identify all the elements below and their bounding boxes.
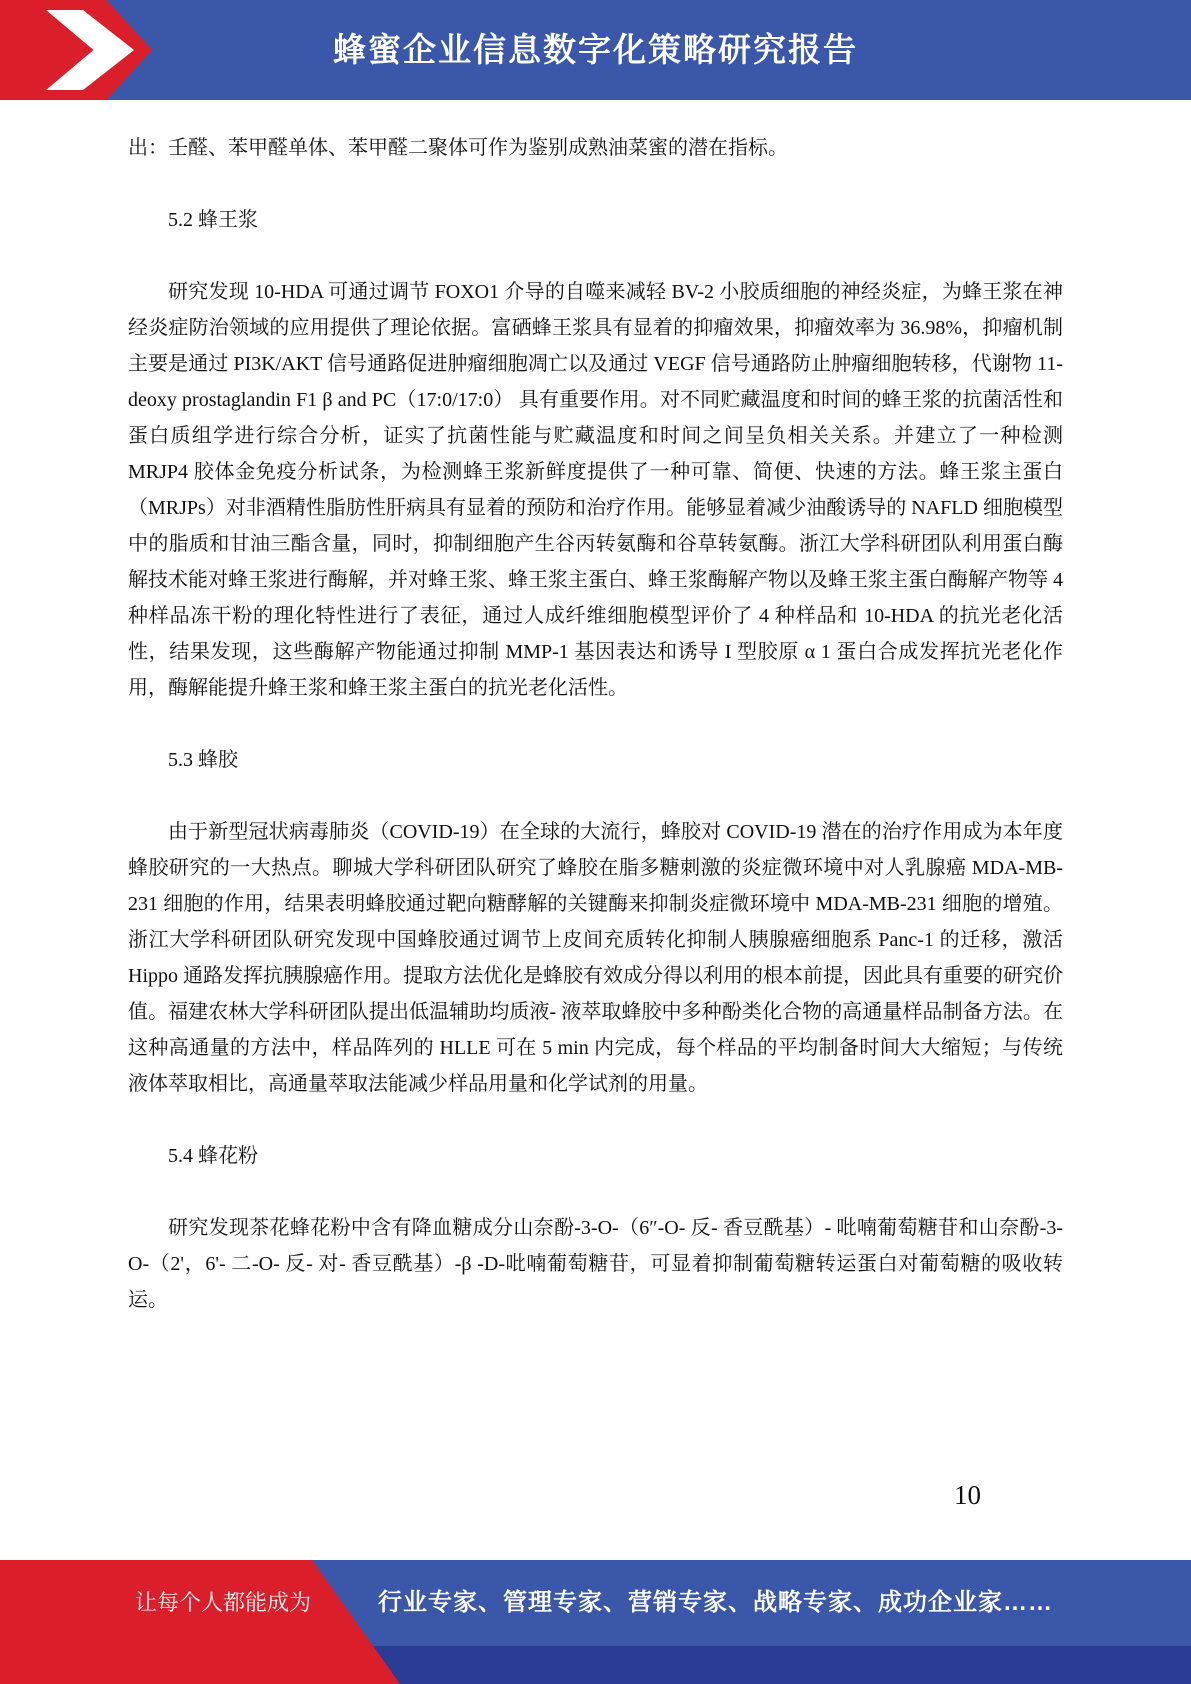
paragraph: 出：壬醛、苯甲醛单体、苯甲醛二聚体可作为鉴别成熟油菜蜜的潜在指标。 <box>128 137 788 159</box>
section-heading-bee-pollen: 5.4 蜂花粉 <box>168 1145 258 1167</box>
header-banner <box>0 0 1191 100</box>
paragraph: 由于新型冠状病毒肺炎（COVID-19）在全球的大流行，蜂胶对 COVID-19 潜在的治疗作用成为本年度蜂胶研究的一大热点。聊城大学科研团队研究了蜂胶在脂多糖刺激的炎症微环境中对人乳腺癌 MDA-MB-231 细胞的作用，结果表明蜂胶通过靶向糖酵解的关键酶来抑制炎症微环境中 MDA-MB-231 细胞的增殖。浙江大学科研团队研究发现中国蜂胶通过调节上皮间充质转化抑制人胰腺癌细胞系 Panc-1 的迁移，激活 Hippo 通路发挥抗胰腺癌作用。提取方法优化是蜂胶有效成分得以利用的根本前提，因此具有重要的研究价值。福建农林大学科研团队提出低温辅助均质液- 液萃取蜂胶中多种酚类化合物的高通量样品制备方法。在这种高通量的方法中，样品阵列的 HLLE 可在 5 min 内完成，每个样品的平均制备时间大大缩短；与传统液体萃取相比，高通量萃取法能减少样品用量和化学试剂的用量。 <box>128 821 1063 1095</box>
paragraph: 研究发现茶花蜂花粉中含有降血糖成分山奈酚-3-O-（6″-O- 反- 香豆酰基）- 吡喃葡萄糖苷和山奈酚-3-O-（2'，6'- 二-O- 反- 对- 香豆酰基）-β -D-吡喃葡萄糖苷，可显着抑制葡萄糖转运蛋白对葡萄糖的吸收转运。 <box>128 1217 1063 1311</box>
section-heading-propolis: 5.3 蜂胶 <box>168 749 238 771</box>
page-title: 蜂蜜企业信息数字化策略研究报告 <box>333 31 858 68</box>
header-arrow-icon <box>0 0 152 100</box>
footer-left-label: 让每个人都能成为 <box>135 1590 312 1615</box>
page-number: 10 <box>954 1480 981 1510</box>
section-heading-royal-jelly: 5.2 蜂王浆 <box>168 209 258 231</box>
paragraph: 研究发现 10-HDA 可通过调节 FOXO1 介导的自噬来减轻 BV-2 小胶质细胞的神经炎症，为蜂王浆在神经炎症防治领域的应用提供了理论依据。富硒蜂王浆具有显着的抑瘤效果，抑瘤效率为 36.98%，抑瘤机制主要是通过 PI3K/AKT 信号通路促进肿瘤细胞凋亡以及通过 VEGF 信号通路防止肿瘤细胞转移，代谢物 11-deoxy prostaglandin F1 β and PC（17:0/17:0） 具有重要作用。对不同贮藏温度和时间的蜂王浆的抗菌活性和蛋白质组学进行综合分析，证实了抗菌性能与贮藏温度和时间之间呈负相关关系。并建立了一种检测 MRJP4 胶体金免疫分析试条，为检测蜂王浆新鲜度提供了一种可靠、简便、快速的方法。蜂王浆主蛋白（MRJPs）对非酒精性脂肪性肝病具有显着的预防和治疗作用。能够显着减少油酸诱导的 NAFLD 细胞模型中的脂质和甘油三酯含量，同时，抑制细胞产生谷丙转氨酶和谷草转氨酶。浙江大学科研团队利用蛋白酶解技术能对蜂王浆进行酶解，并对蜂王浆、蜂王浆主蛋白、蜂王浆酶解产物以及蜂王浆主蛋白酶解产物等 4 种样品冻干粉的理化特性进行了表征，通过人成纤维细胞模型评价了 4 种样品和 10-HDA 的抗光老化活性，结果发现，这些酶解产物能通过抑制 MMP-1 基因表达和诱导 I 型胶原 α 1 蛋白合成发挥抗光老化作用，酶解能提升蜂王浆和蜂王浆主蛋白的抗光老化活性。 <box>128 281 1063 699</box>
footer-banner <box>0 1560 1191 1684</box>
footer-right-label: 行业专家、管理专家、营销专家、战略专家、成功企业家…… <box>378 1589 1053 1616</box>
document-content <box>128 100 1063 1354</box>
